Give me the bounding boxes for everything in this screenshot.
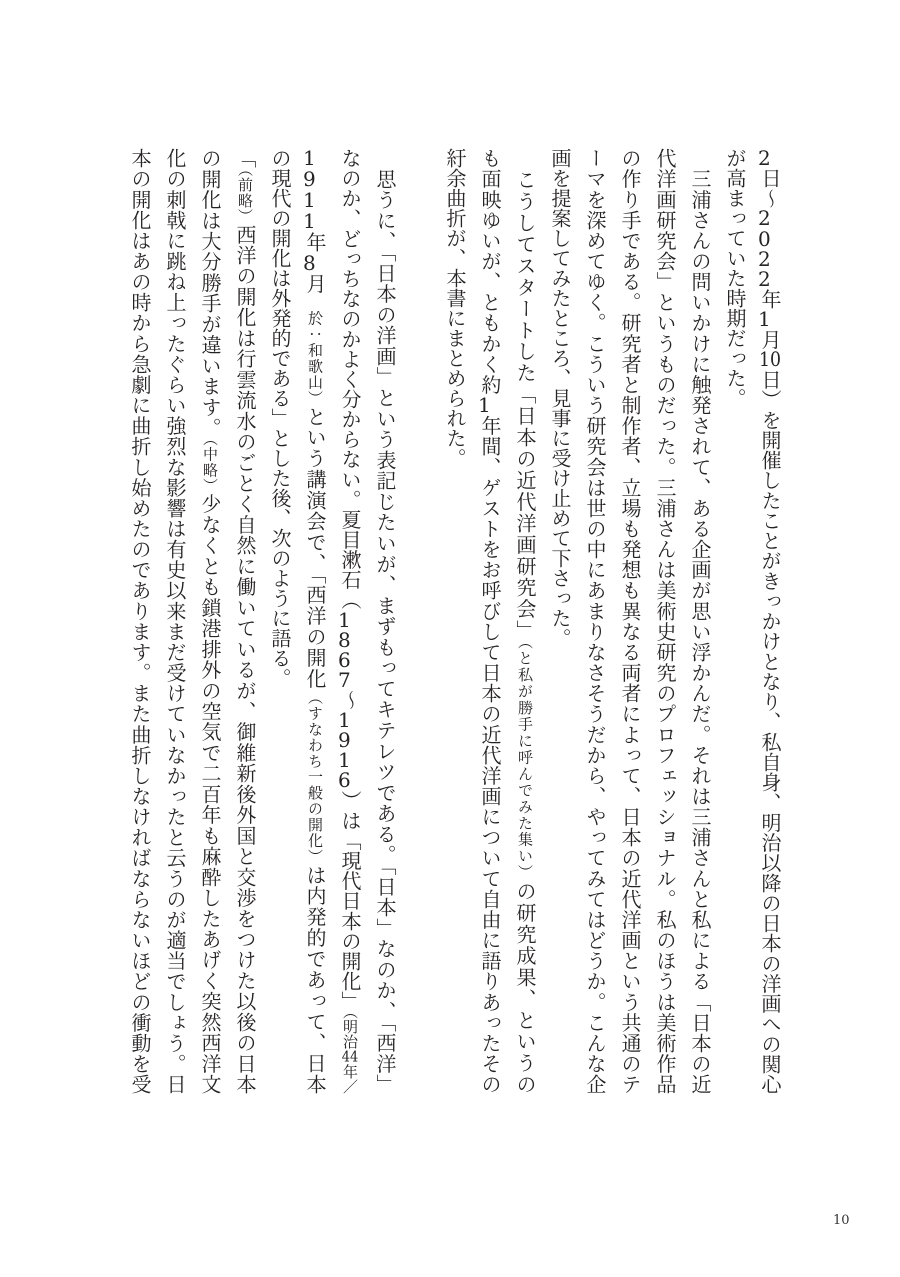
upright-digits: 9 — [303, 168, 316, 189]
inline-note: （中略） — [201, 438, 219, 494]
upright-digits: 6 — [338, 649, 351, 670]
line-segment: 西洋の開化は行雲流水のごとく自然に働いているが、御維新後外国と交渉をつけた以後の日本 — [233, 224, 257, 1095]
line-segment: 1911年8月 — [303, 148, 327, 295]
upright-digits: 1 — [303, 148, 316, 168]
paragraph — [542, 148, 717, 1094]
inline-note: （と私が勝手に呼んでみた集い） — [516, 641, 534, 881]
line-segment: の研究成果、というの — [513, 880, 537, 1095]
upright-digits: 1 — [303, 210, 316, 231]
paragraph — [262, 148, 402, 1094]
upright-digits: 9 — [338, 730, 351, 751]
upright-digits: 2 — [758, 148, 771, 168]
upright-digits: 1 — [338, 710, 351, 731]
text-line — [227, 148, 262, 1094]
blank-line — [402, 148, 437, 1094]
quotation — [122, 148, 262, 1094]
line-segment: 「 — [233, 148, 257, 169]
upright-digits: 6 — [338, 770, 351, 791]
upright-digits: 1 — [758, 309, 771, 330]
upright-digits: 1 — [338, 609, 351, 630]
text-line: も面映ゆいが、ともかく約1年間、ゲストをお呼びして日本の近代洋画について自由に語りあったその — [478, 148, 502, 1094]
text-line: 化の刺戟に跳ね上ったぐらい強烈な影響は有史以来まだ受けていなかったと云うのが適当でしょう。日 — [163, 148, 187, 1094]
text-line — [507, 148, 542, 1094]
upright-digits: 7 — [338, 669, 351, 690]
upright-digits: 10 — [759, 349, 781, 370]
line-segment: なのか、どっちなのかよく分からない。夏目漱石（1867〜1916）は「現代日本の開化」 — [338, 148, 362, 1012]
upright-digits: 8 — [303, 252, 316, 273]
upright-digits: 1 — [338, 750, 351, 771]
paragraph — [717, 148, 787, 1094]
text-line: の作り手である。研究者と制作者、立場も発想も異なる両者によって、日本の近代洋画という共通のテ — [618, 148, 642, 1094]
text-line — [192, 148, 227, 1094]
body-text — [122, 148, 787, 1094]
text-line: 代洋画研究会」というものだった。三浦さんは美術史研究のプロフェッショナル。私のほうは美術作品 — [653, 148, 677, 1094]
upright-digits: 2 — [758, 268, 771, 289]
inline-note: （明治44年／ — [341, 1011, 359, 1094]
text-line — [332, 148, 367, 1094]
line-segment: こうしてスタートした「日本の近代洋画研究会」 — [513, 148, 537, 642]
page-number: 10 — [833, 1213, 850, 1228]
upright-digits: 0 — [758, 228, 771, 249]
upright-digits: 44 — [341, 1048, 359, 1064]
inline-note: 於：和歌山） — [306, 294, 324, 407]
text-line: が高まっていた時期だった。 — [723, 148, 747, 408]
line-segment: は内発的であって、日本 — [303, 864, 327, 1095]
text-line: 画を提案してみたところ、見事に受け止めて下さった。 — [548, 148, 572, 648]
paragraph — [437, 148, 542, 1094]
line-segment: の開化は大分勝手が違います。 — [198, 148, 222, 439]
text-line: 2日〜2022年1月10日）を開催したことがきっかけとなり、私自身、明治以降の日本の洋画への関心 — [758, 148, 782, 1094]
text-line: の現代の開化は外発的である」とした後、次のように語る。 — [268, 148, 292, 688]
inline-note: （すなわち一般の開化） — [306, 689, 324, 865]
text-line: ーマを深めてゆく。こういう研究会は世の中にあまりなさそうだから、やってみてはどうか。こんな企 — [583, 148, 607, 1094]
upright-digits: 1 — [303, 189, 316, 210]
line-segment: 少なくとも鎖港排外の空気で二百年も麻酔したあげく突然西洋文 — [198, 493, 222, 1095]
upright-digits: 2 — [758, 248, 771, 269]
line-segment: という講演会で、「西洋の開化 — [303, 406, 327, 690]
upright-digits: 2 — [758, 208, 771, 229]
text-line: 三浦さんの問いかけに触発されて、ある企画が思い浮かんだ。それは三浦さんと私による「日本の近 — [688, 148, 712, 1094]
upright-digits: 1 — [478, 394, 491, 415]
text-line: 紆余曲折が、本書にまとめられた。 — [443, 148, 467, 468]
text-line: 本の開化はあの時から急劇に曲折し始めたのであります。また曲折しなければならないほどの衝動を受 — [128, 148, 152, 1095]
inline-note: （前略） — [236, 168, 254, 225]
upright-digits: 8 — [338, 629, 351, 650]
text-line — [297, 148, 332, 1094]
text-line: 思うに、「日本の洋画」という表記じたいが、まずもってキテレツである。「日本」なのか、「西洋」 — [373, 148, 397, 1095]
